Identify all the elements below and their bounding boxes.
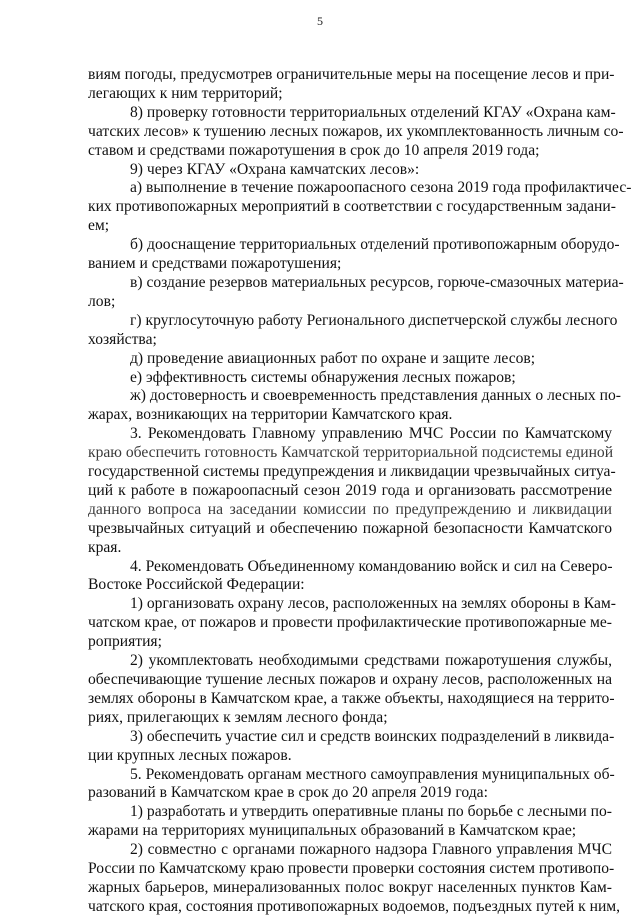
page-number: 5 [317,14,323,28]
text-line: краю обеспечить готовность Камчатской территориальной подсистемы единой [88,444,614,462]
text-line: ж) достоверность и своевременность представления данных о лесных по- [130,387,621,405]
text-line: края. [88,538,122,556]
text-line: землях обороны в Камчатском крае, а также объекты, находящиеся на террито- [88,689,615,707]
text-line: чатском крае, от пожаров и провести профилактические противопожарные ме- [88,614,612,632]
text-line: чатского края, состояния противопожарных водоемов, подъездных путей к ним, [88,897,621,915]
text-line: России по Камчатскому краю провести проверки состояния систем противопо- [88,860,615,878]
text-line: 3) обеспечить участие сил и средств воинских подразделений в ликвида- [130,727,615,745]
text-line: 3. Рекомендовать Главному управлению МЧС России по Камчатскому [130,425,612,443]
text-line: легающих к ним территорий; [88,84,283,102]
text-line: лов; [88,292,116,310]
text-line: риях, прилегающих к землям лесного фонда; [88,708,388,726]
text-line: виям погоды, предусмотрев ограничительные меры на посещение лесов и при- [88,66,615,83]
text-line: хозяйства; [88,330,157,348]
text-line: е) эффективность системы обнаружения лесных пожаров; [130,368,516,386]
text-line: данного вопроса на заседании комиссии по предупреждению и ликвидации [88,500,612,518]
text-line: ций к работе в пожароопасный сезон 2019 года и организовать рассмотрение [88,481,612,499]
text-line: жарами на территориях муниципальных образований в Камчатском крае; [88,822,577,840]
text-line: 5. Рекомендовать органам местного самоуправления муниципальных об- [130,765,615,783]
text-line: 8) проверку готовности территориальных отделений КГАУ «Охрана кам- [130,103,616,121]
text-line: ставом и средствами пожаротушения в срок до 10 апреля 2019 года; [88,141,540,159]
text-line: жарных барьеров, минерализованных полос вокруг населенных пунктов Кам- [88,878,612,896]
text-line: обеспечивающие тушение лесных пожаров и охрану лесов, расположенных на [88,671,612,688]
text-line: б) дооснащение территориальных отделений противопожарным оборудо- [130,236,620,254]
text-line: 4. Рекомендовать Объединенному командованию войск и сил на Северо- [130,557,613,575]
text-line: государственной системы предупреждения и ликвидации чрезвычайных ситуа- [88,463,616,481]
text-line: ем; [88,217,110,235]
text-line: чрезвычайных ситуаций и обеспечению пожарной безопасности Камчатского [88,519,612,537]
text-line: г) круглосуточную работу Регионального диспетчерской службы лесного [130,311,618,329]
text-line: 9) через КГАУ «Охрана камчатских лесов»: [130,160,420,178]
text-line: ких противопожарных мероприятий в соответствии с государственным задани- [88,198,616,216]
text-line: а) выполнение в течение пожароопасного сезона 2019 года профилактичес- [130,179,632,197]
text-line: ванием и средствами пожаротушения; [88,255,342,273]
text-line: роприятия; [88,633,162,651]
text-line: 1) разработать и утвердить оперативные планы по борьбе с лесными по- [130,803,612,821]
text-line: 2) совместно с органами пожарного надзора Главного управления МЧС [130,841,612,859]
text-line: Востоке Российской Федерации: [88,576,305,594]
text-line: жарах, возникающих на территории Камчатского края. [88,406,453,424]
document-body [88,66,632,917]
text-line: д) проведение авиационных работ по охране и защите лесов; [130,349,536,367]
text-line: 1) организовать охрану лесов, расположенных на землях обороны в Кам- [130,595,616,613]
text-line: чатских лесов» к тушению лесных пожаров, их укомплектованность личным со- [88,122,624,140]
text-line: 2) укомплектовать необходимыми средствами пожаротушения службы, [130,652,612,670]
text-line: в) создание резервов материальных ресурсов, горюче-смазочных материа- [130,273,624,291]
text-line: ции крупных лесных пожаров. [88,746,292,764]
text-line: разований в Камчатском крае в срок до 20 апреля 2019 года: [88,784,488,802]
